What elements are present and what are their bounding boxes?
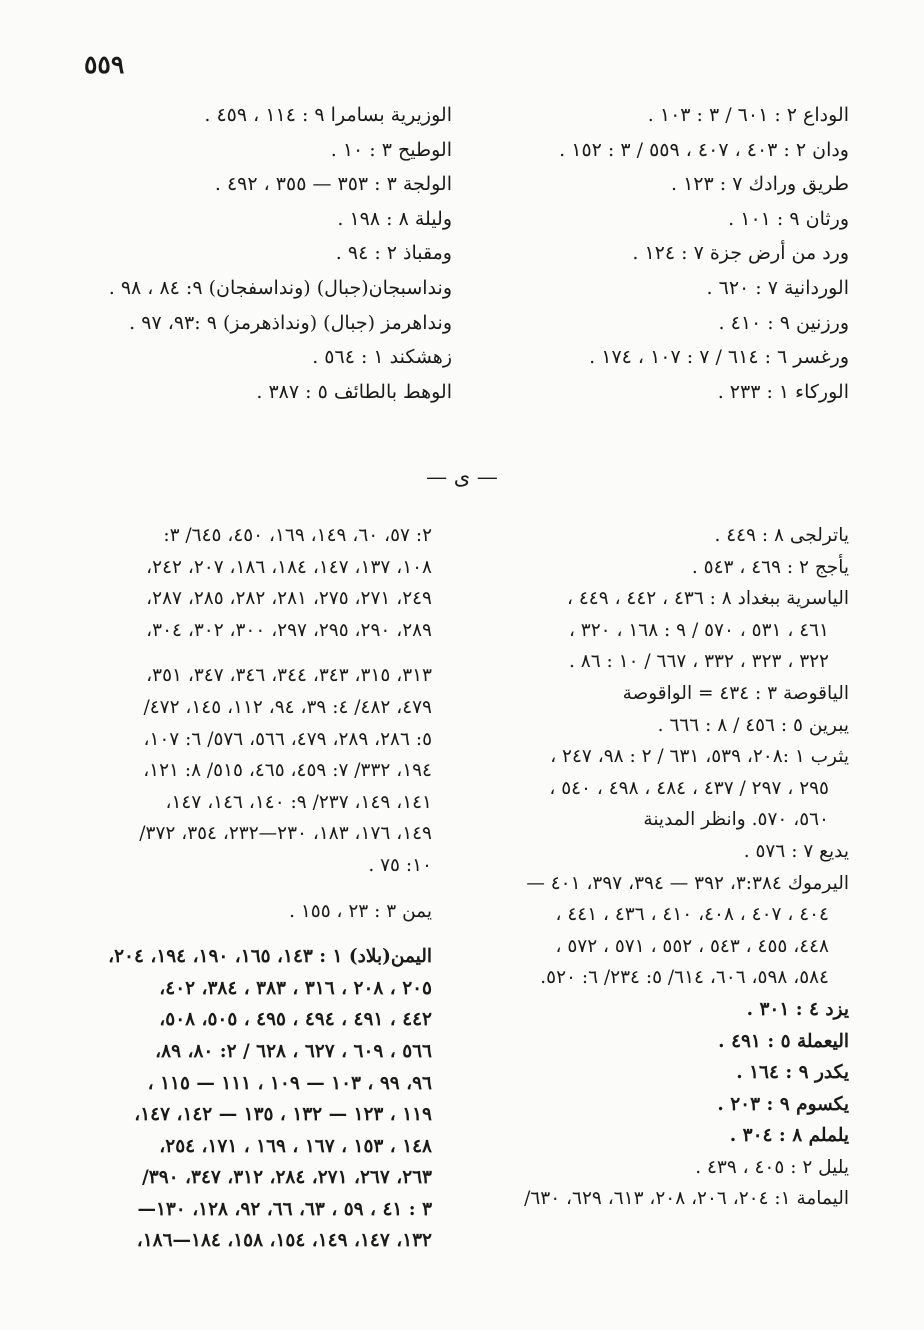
index-entry: ودان ٢ : ٤٠٣ ، ٤٠٧ ، ٥٥٩ / ٣ : ١٥٢ . [559,138,849,161]
index-entry: زهشكند ١ : ٥٦٤ . [312,346,452,369]
index-line: ٣١٣، ٣١٥، ٣٤٣، ٣٤٤، ٣٤٦، ٣٤٧، ٣٥١، [146,665,432,687]
index-column-bottom-left [77,520,432,1257]
index-line: ١٠٨، ١٣٧، ١٤٧، ١٨٤، ١٨٦، ٢٠٧، ٢٤٢، [146,556,432,578]
index-entry: ونداهرمز (جبال) (ونداذهرمز) ٩ :٩٣، ٩٧ . [129,311,452,334]
index-entry: ورثان ٩ : ١٠١ . [728,207,849,230]
index-continuation-line: ٥٨٤، ٥٩٨، ٦٠٦، ٦١٤/ ٥: ٢٣٤/ ٦: ٥٢٠. [540,967,829,989]
index-entry: ومقباذ ٢ : ٩٤ . [335,242,452,265]
index-entry: الوهط بالطائف ٥ : ٣٨٧ . [256,380,452,403]
index-continuation-line: ٢٩٥ ، ٢٩٧ / ٤٣٧ ، ٤٨٤ ، ٤٩٨ ، ٥٤٠ ، [549,777,829,799]
index-entry: الوردانية ٧ : ٦٢٠ . [706,276,849,299]
index-entry: وليلة ٨ : ١٩٨ . [337,207,452,230]
index-column-bottom-right [459,520,849,1215]
index-entry: يأجج ٢ : ٤٦٩ ، ٥٤٣ . [691,556,849,578]
index-line: ٢٦٣، ٢٦٧، ٢٧١، ٢٨٤، ٣١٢، ٣٤٧، ٣٩٠/ [142,1167,432,1189]
index-entry: ورغسر ٦ : ٦١٤ / ٧ : ١٠٧ ، ١٧٤ . [589,346,849,369]
index-entry: اليمامة ١: ٢٠٤، ٢٠٦، ٢٠٨، ٦١٣، ٦٢٩، ٦٣٠/ [524,1188,849,1210]
index-line: ١٩٤، ٣٣٢/ ٧: ٤٥٩، ٤٦٥، ٥١٥/ ٨: ١٢١، [143,760,432,782]
index-entry: يبرين ٥ : ٤٥٦ / ٨ : ٦٦٦ . [657,714,849,736]
index-line: ٣ : ٤١ ، ٥٩ ، ٦٣، ٦٦، ٩٢، ١٢٨، ١٣٠— [137,1198,432,1220]
index-line: ٤٧٩، ٤٨٢/ ٤: ٣٩، ٩٤، ١١٢، ١٤٥، ٤٧٢/ [143,696,432,718]
index-continuation-line: ٥٦٠، ٥٧٠. وانظر المدينة [643,809,829,831]
index-line: ٢٠٥ ، ٢٠٨ ، ٣١٦ ، ٣٨٣ ، ٣٨٤، ٤٠٢، [159,977,432,999]
index-line: ٥٦٦ ، ٦٠٩ ، ٦٢٧ ، ٦٢٨ / ٢: ٨٠، ٨٩، [155,1040,432,1062]
index-entry: يثرب ١ :٢٠٨، ٥٣٩، ٦٣١ / ٢ : ٩٨، ٢٤٧ ، [550,746,849,768]
index-line: ٤٤٢ ، ٤٩١ ، ٤٩٤ ، ٤٩٥ ، ٥٠٥، ٥٠٨، [159,1009,432,1031]
index-line: ٩٦، ٩٩ ، ١٠٣ — ١٠٩ ، ١١١ — ١١٥ ، [147,1072,432,1094]
index-continuation-line: ٤٤٨، ٤٥٥ ، ٥٤٣ ، ٥٥٢ ، ٥٧١ ، ٥٧٢ ، [555,935,829,957]
index-entry: الياقوصة ٣ : ٤٣٤ = الواقوصة [622,682,849,704]
entry-block-d [77,941,432,1257]
index-entry: ورزنين ٩ : ٤١٠ . [718,311,849,334]
index-entry: الوطيح ٣ : ١٠ . [330,138,452,161]
index-line: ٢: ٥٧، ٦٠، ١٤٩، ١٦٩، ٤٥٠، ٦٤٥/ ٣: [163,525,432,546]
index-line: اليمن(بلاد) ١ : ١٤٣، ١٦٥، ١٩٠، ١٩٤، ٢٠٤، [108,946,432,968]
index-entry: الوداع ٢ : ٦٠١ / ٣ : ١٠٣ . [647,104,849,126]
index-entry: ونداسبجان(جبال) (ونداسفجان) ٩: ٨٤ ، ٩٨ . [108,276,452,299]
index-entry: ياترلجى ٨ : ٤٤٩ . [714,525,849,546]
index-line: ١٤٩، ١٧٦، ١٨٣، ٢٣٠—٢٣٢، ٣٥٤، ٣٧٢/ [139,823,432,845]
entry-block-b [77,660,432,881]
index-entry: ورد من أرض جزة ٧ : ١٢٤ . [632,242,849,265]
index-continuation-line: ٣٢٢ ، ٣٢٣ ، ٣٣٢ ، ٦٦٧ / ١٠ : ٨٦ . [569,651,829,673]
index-line: ١٤١، ١٤٩، ٢٣٧/ ٩: ١٤٠، ١٤٦، ١٤٧، [165,791,432,813]
index-entry: يليل ٢ : ٤٠٥ ، ٤٣٩ . [695,1156,849,1178]
index-entry: يلملم ٨ : ٣٠٤ . [729,1125,849,1147]
index-column-top-right [479,98,849,409]
index-entry: يزد ٤ : ٣٠١ . [746,998,849,1020]
index-entry: الوركاء ١ : ٢٣٣ . [717,380,849,403]
index-entry: الولجة ٣ : ٣٥٣ — ٣٥٥ ، ٤٩٢ . [214,173,452,196]
index-entry: اليرموك ٣:٣٨٤، ٣٩٢ — ٣٩٤، ٣٩٧، ٤٠١ — [526,872,849,894]
index-line: ١١٩ ، ١٢٣ — ١٣٢ ، ١٣٥ — ١٤٢، ١٤٧، [134,1104,432,1126]
index-line: ١٣٢، ١٤٧، ١٤٩، ١٥٤، ١٥٨، ١٨٤—١٨٦، [136,1230,432,1252]
index-entry: يكسوم ٩ : ٢٠٣ . [717,1093,849,1115]
index-entry: طريق ورادك ٧ : ١٢٣ . [671,173,849,196]
index-line: يمن ٣ : ٢٣ ، ١٥٥ . [289,900,432,922]
index-line: ٢٤٩، ٢٧١، ٢٧٥، ٢٨١، ٢٨٢، ٢٨٥، ٢٨٧، [146,588,432,610]
index-entry: الياسرية ببغداد ٨ : ٤٣٦ ، ٤٤٢ ، ٤٤٩ ، [567,588,849,610]
index-entry: الوزيرية بسامرا ٩ : ١١٤ ، ٤٥٩ . [204,104,452,126]
index-line: ١٠: ٧٥ . [368,854,432,876]
index-continuation-line: ٤٠٤ ، ٤٠٧ ، ٤٠٨، ٤١٠ ، ٤٣٦ ، ٤٤١ ، [555,904,829,926]
section-heading: — ى — [426,465,498,489]
entry-block-a [77,520,432,646]
index-entry: اليعملة ٥ : ٤٩١ . [718,1030,849,1052]
index-line: ١٤٨ ، ١٥٣ ، ١٦٧ ، ١٦٩ ، ١٧١، ٢٥٤، [159,1135,432,1157]
index-entry: يكدر ٩ : ١٦٤ . [736,1062,849,1084]
index-column-top-left [72,98,452,409]
index-line: ٥: ٢٨٦، ٢٨٩، ٤٧٩، ٥٦٦، ٥٧٦/ ٦: ١٠٧، [143,728,432,750]
page-number: ٥٥٩ [84,50,125,79]
index-entry: يديع ٧ : ٥٧٦ . [743,840,849,862]
entry-block-c [77,896,432,928]
index-line: ٢٨٩، ٢٩٠، ٢٩٥، ٢٩٧، ٣٠٠، ٣٠٢، ٣٠٤، [146,619,432,641]
index-continuation-line: ٤٦١ ، ٥٣١ ، ٥٧٠ / ٩ : ١٦٨ ، ٣٢٠ ، [568,619,829,641]
